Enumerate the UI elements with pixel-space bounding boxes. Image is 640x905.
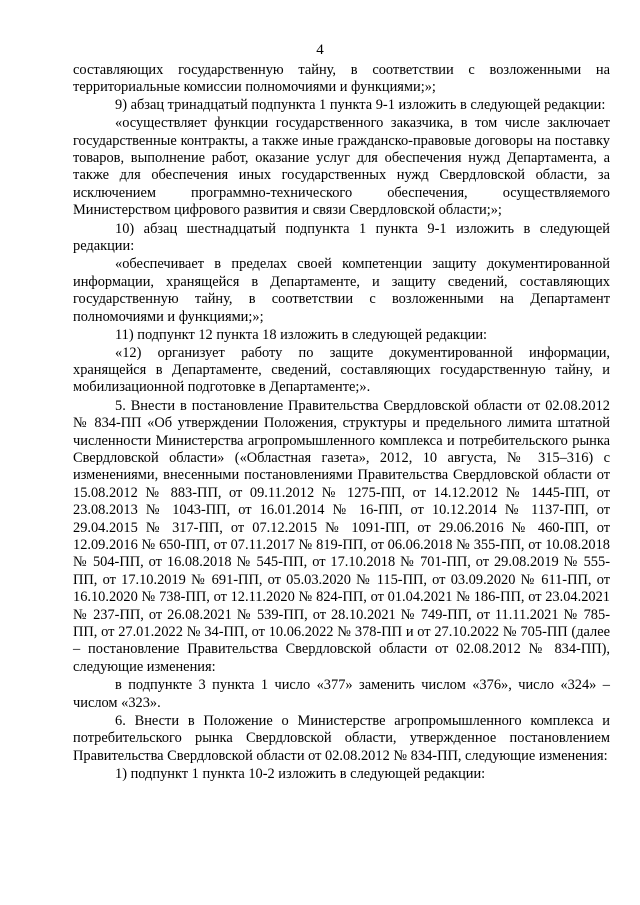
page-number: 4: [316, 42, 324, 58]
paragraph-continuation: составляющих государственную тайну, в соответствии с возложенными на территориальные комиссии полномочиями и функциями;»;: [73, 62, 610, 96]
paragraph-item-9: 9) абзац тринадцатый подпункта 1 пункта 9-1 изложить в следующей редакции:: [115, 96, 606, 113]
paragraph-section-5: 5. Внести в постановление Правительства Свердловской области от 02.08.2012 № 834-ПП «Об утверждении Положения, структуры и предельного лимита штатной численности Министерства агропромышленного комплекса и потребительского рынка Свердловской области» («Областная газета», 2012, 10 августа, № 315–316) с изменениями, внесенными постановлениями Правительства Свердловской области от 15.08.2012 № 883-ПП, от 09.11.2012 № 1275-ПП, от 14.12.2012 № 1445-ПП, от 23.08.2013 № 1043-ПП, от 16.01.2014 № 16-ПП, от 10.12.2014 № 1137-ПП, от 29.04.2015 № 317-ПП, от 07.12.2015 № 1091-ПП, от 29.06.2016 № 460-ПП, от 12.09.2016 № 650-ПП, от 07.11.2017 № 819-ПП, от 06.06.2018 № 355-ПП, от 10.08.2018 № 504-ПП, от 16.08.2018 № 545-ПП, от 17.10.2018 № 701-ПП, от 29.08.2019 № 555-ПП, от 17.10.2019 № 691-ПП, от 05.03.2020 № 115-ПП, от 03.09.2020 № 611-ПП, от 16.10.2020 № 738-ПП, от 12.11.2020 № 824-ПП, от 01.04.2021 № 186-ПП, от 23.04.2021 № 237-ПП, от 26.08.2021 № 539-ПП, от 28.10.2021 № 749-ПП, от 11.11.2021 № 785-ПП, от 27.01.2022 № 34-ПП, от 10.06.2022 № 378-ПП и от 27.10.2022 № 705-ПП (далее – постановление Правительства Свердловской области от 02.08.2012 № 834-ПП), следующие изменения:: [73, 397, 610, 675]
paragraph-section-5-change: в подпункте 3 пункта 1 число «377» заменить числом «376», число «324» – числом «323».: [73, 677, 610, 711]
paragraph-section-6-item-1: 1) подпункт 1 пункта 10-2 изложить в следующей редакции:: [115, 766, 486, 783]
paragraph-item-10-quote: «обеспечивает в пределах своей компетенции защиту документированной информации, хранящейся в Департаменте, и защиту сведений, составляющих государственную тайну, в соответствии с возложенными на Департамент полномочиями и функциями;»;: [73, 256, 610, 325]
paragraph-item-11: 11) подпункт 12 пункта 18 изложить в следующей редакции:: [115, 327, 488, 344]
paragraph-item-9-quote: «осуществляет функции государственного заказчика, в том числе заключает государственные контракты, а также иные гражданско-правовые договоры на поставку товаров, выполнение работ, оказание услуг для обеспечения нужд Департамента, а также для обеспечения иных государственных нужд Свердловской области, за исключением программно-технического обеспечения, осуществляемого Министерством цифрового развития и связи Свердловской области;»;: [73, 115, 610, 219]
paragraph-item-11-quote: «12) организует работу по защите документированной информации, хранящейся в Департаменте, сведений, составляющих государственную тайну, и мобилизационной подготовке в Департаменте;».: [73, 344, 610, 396]
paragraph-section-6: 6. Внести в Положение о Министерстве агропромышленного комплекса и потребительского рынка Свердловской области, утвержденное постановлением Правительства Свердловской области от 02.08.2012 № 834-ПП, следующие изменения:: [73, 713, 610, 764]
document-body: [73, 62, 610, 784]
paragraph-item-10: 10) абзац шестнадцатый подпункта 1 пункта 9-1 изложить в следующей редакции:: [73, 220, 610, 255]
